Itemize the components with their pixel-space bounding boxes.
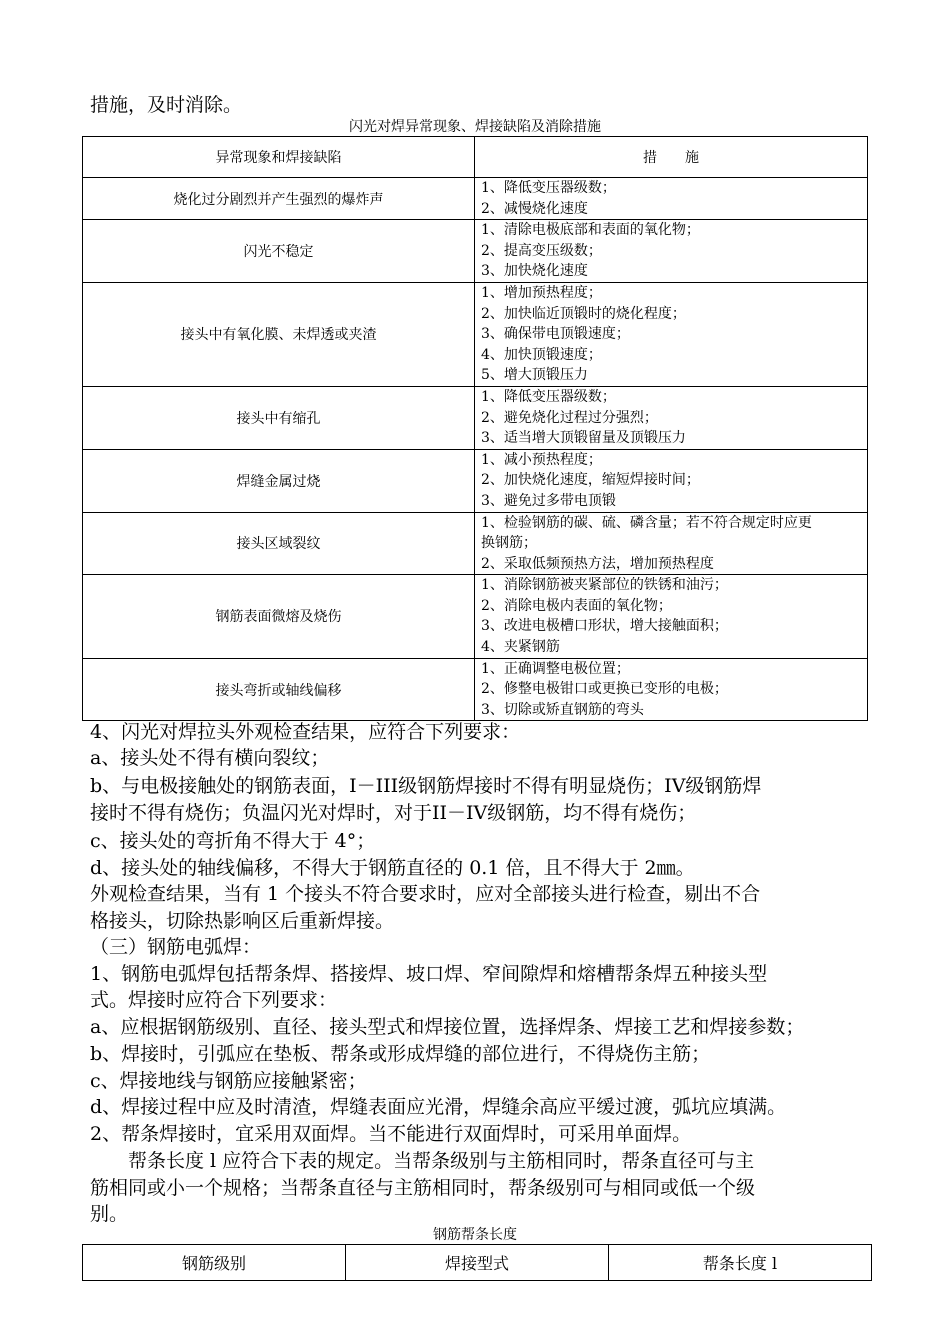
section-heading: （三）钢筋电弧焊：	[90, 936, 262, 958]
measure-line: 5、增大顶锻压力	[481, 367, 588, 384]
body-line: 帮条长度 l 应符合下表的规定。当帮条级别与主筋相同时，帮条直径可与主	[90, 1150, 755, 1172]
measures-cell	[475, 178, 868, 220]
defect-cell: 闪光不稳定	[83, 220, 475, 283]
intro-line: 措施，及时消除。	[90, 94, 243, 116]
measure-line: 1、降低变压器级数；	[481, 388, 616, 405]
measures-cell	[475, 282, 868, 386]
body-line: 格接头，切除热影响区后重新焊接。	[90, 910, 395, 932]
table-header-row	[83, 1245, 872, 1281]
defect-cell: 焊缝金属过烧	[83, 449, 475, 512]
body-line: 外观检查结果，当有 1 个接头不符合要求时，应对全部接头进行检查，剔出不合	[90, 883, 761, 905]
measure-line: 换钢筋；	[481, 535, 537, 552]
defect-cell: 接头弯折或轴线偏移	[83, 658, 475, 721]
measure-line: 3、避免过多带电顶锻	[481, 492, 616, 509]
body-line: 筋相同或小一个规格；当帮条直径与主筋相同时，帮条级别可与相同或低一个级	[90, 1177, 756, 1199]
body-line: b、焊接时，引弧应在垫板、帮条或形成焊缝的部位进行，不得烧伤主筋；	[90, 1043, 711, 1065]
measure-line: 1、消除钢筋被夹紧部位的铁锈和油污；	[481, 577, 728, 594]
defects-table	[82, 136, 868, 721]
measures-cell	[475, 449, 868, 512]
body-line: b、与电极接触处的钢筋表面，I－III级钢筋焊接时不得有明显烧伤；IV级钢筋焊	[90, 775, 762, 797]
band-length-table	[82, 1244, 872, 1281]
header-defect: 异常现象和焊接缺陷	[83, 137, 475, 178]
measure-line: 2、修整电极钳口或更换已变形的电极；	[481, 681, 728, 698]
defect-cell: 钢筋表面微熔及烧伤	[83, 575, 475, 658]
measure-line: 1、正确调整电极位置；	[481, 660, 630, 677]
defect-cell: 接头区域裂纹	[83, 512, 475, 575]
measure-line: 4、夹紧钢筋	[481, 639, 560, 656]
table-row	[83, 386, 868, 449]
table-body	[83, 178, 868, 721]
defect-cell: 烧化过分剧烈并产生强烈的爆炸声	[83, 178, 475, 220]
header-band-length: 帮条长度 l	[609, 1245, 872, 1281]
measure-line: 2、避免烧化过程过分强烈；	[481, 409, 658, 426]
measure-line: 3、适当增大顶锻留量及顶锻压力	[481, 430, 686, 447]
defect-cell: 接头中有缩孔	[83, 386, 475, 449]
header-weld-type: 焊接型式	[346, 1245, 609, 1281]
table-row	[83, 178, 868, 220]
table1-caption: 闪光对焊异常现象、焊接缺陷及消除措施	[349, 119, 601, 135]
measure-line: 3、切除或矫直钢筋的弯头	[481, 701, 644, 718]
body-line: d、焊接过程中应及时清渣，焊缝表面应光滑，焊缝余高应平缓过渡，弧坑应填满。	[90, 1096, 787, 1118]
measure-line: 3、加快烧化速度	[481, 263, 588, 280]
measure-line: 1、减小预热程度；	[481, 451, 602, 468]
measures-cell	[475, 575, 868, 658]
measure-line: 2、加快烧化速度，缩短焊接时间；	[481, 472, 700, 489]
measures-cell	[475, 386, 868, 449]
header-steel-grade: 钢筋级别	[83, 1245, 346, 1281]
table2-caption: 钢筋帮条长度	[433, 1227, 517, 1243]
body-line: 4、闪光对焊拉头外观检查结果，应符合下列要求：	[90, 721, 521, 743]
measure-line: 2、采取低频预热方法，增加预热程度	[481, 555, 714, 572]
measure-line: 1、增加预热程度；	[481, 284, 602, 301]
defect-cell: 接头中有氧化膜、未焊透或夹渣	[83, 282, 475, 386]
body-line: d、接头处的轴线偏移，不得大于钢筋直径的 0.1 倍，且不得大于 2㎜。	[90, 857, 695, 879]
measures-cell	[475, 220, 868, 283]
measure-line: 2、提高变压级数；	[481, 242, 602, 259]
measure-line: 2、消除电极内表面的氧化物；	[481, 597, 672, 614]
table-row	[83, 282, 868, 386]
body-line: c、接头处的弯折角不得大于 4°；	[90, 830, 376, 852]
table-row	[83, 658, 868, 721]
table-row	[83, 512, 868, 575]
body-line: c、焊接地线与钢筋应接触紧密；	[90, 1070, 367, 1092]
measure-line: 1、降低变压器级数；	[481, 180, 616, 196]
measure-line: 4、加快顶锻速度；	[481, 346, 602, 363]
measure-line: 1、清除电极底部和表面的氧化物；	[481, 222, 700, 239]
body-line: 2、帮条焊接时，宜采用双面焊。当不能进行双面焊时，可采用单面焊。	[90, 1123, 692, 1145]
body-line: 1、钢筋电弧焊包括帮条焊、搭接焊、坡口焊、窄间隙焊和熔槽帮条焊五种接头型	[90, 963, 768, 985]
measures-cell	[475, 658, 868, 721]
table-row	[83, 449, 868, 512]
body-line: 式。焊接时应符合下列要求：	[90, 989, 338, 1011]
measure-line: 2、减慢烧化速度	[481, 200, 588, 217]
body-line: 别。	[90, 1203, 129, 1225]
header-measures: 措 施	[475, 137, 868, 178]
measure-line: 2、加快临近顶锻时的烧化程度；	[481, 305, 686, 322]
body-line: a、接头处不得有横向裂纹；	[90, 747, 330, 769]
body-line: a、应根据钢筋级别、直径、接头型式和焊接位置，选择焊条、焊接工艺和焊接参数；	[90, 1016, 805, 1038]
measure-line: 3、确保带电顶锻速度；	[481, 326, 630, 343]
table-header-row	[83, 137, 868, 178]
table-row	[83, 220, 868, 283]
measure-line: 1、检验钢筋的碳、硫、磷含量；若不符合规定时应更	[481, 514, 812, 531]
measure-line: 3、改进电极槽口形状，增大接触面积；	[481, 618, 728, 635]
measures-cell	[475, 512, 868, 575]
table-row	[83, 575, 868, 658]
body-line: 接时不得有烧伤；负温闪光对焊时，对于II－IV级钢筋，均不得有烧伤；	[90, 802, 697, 824]
